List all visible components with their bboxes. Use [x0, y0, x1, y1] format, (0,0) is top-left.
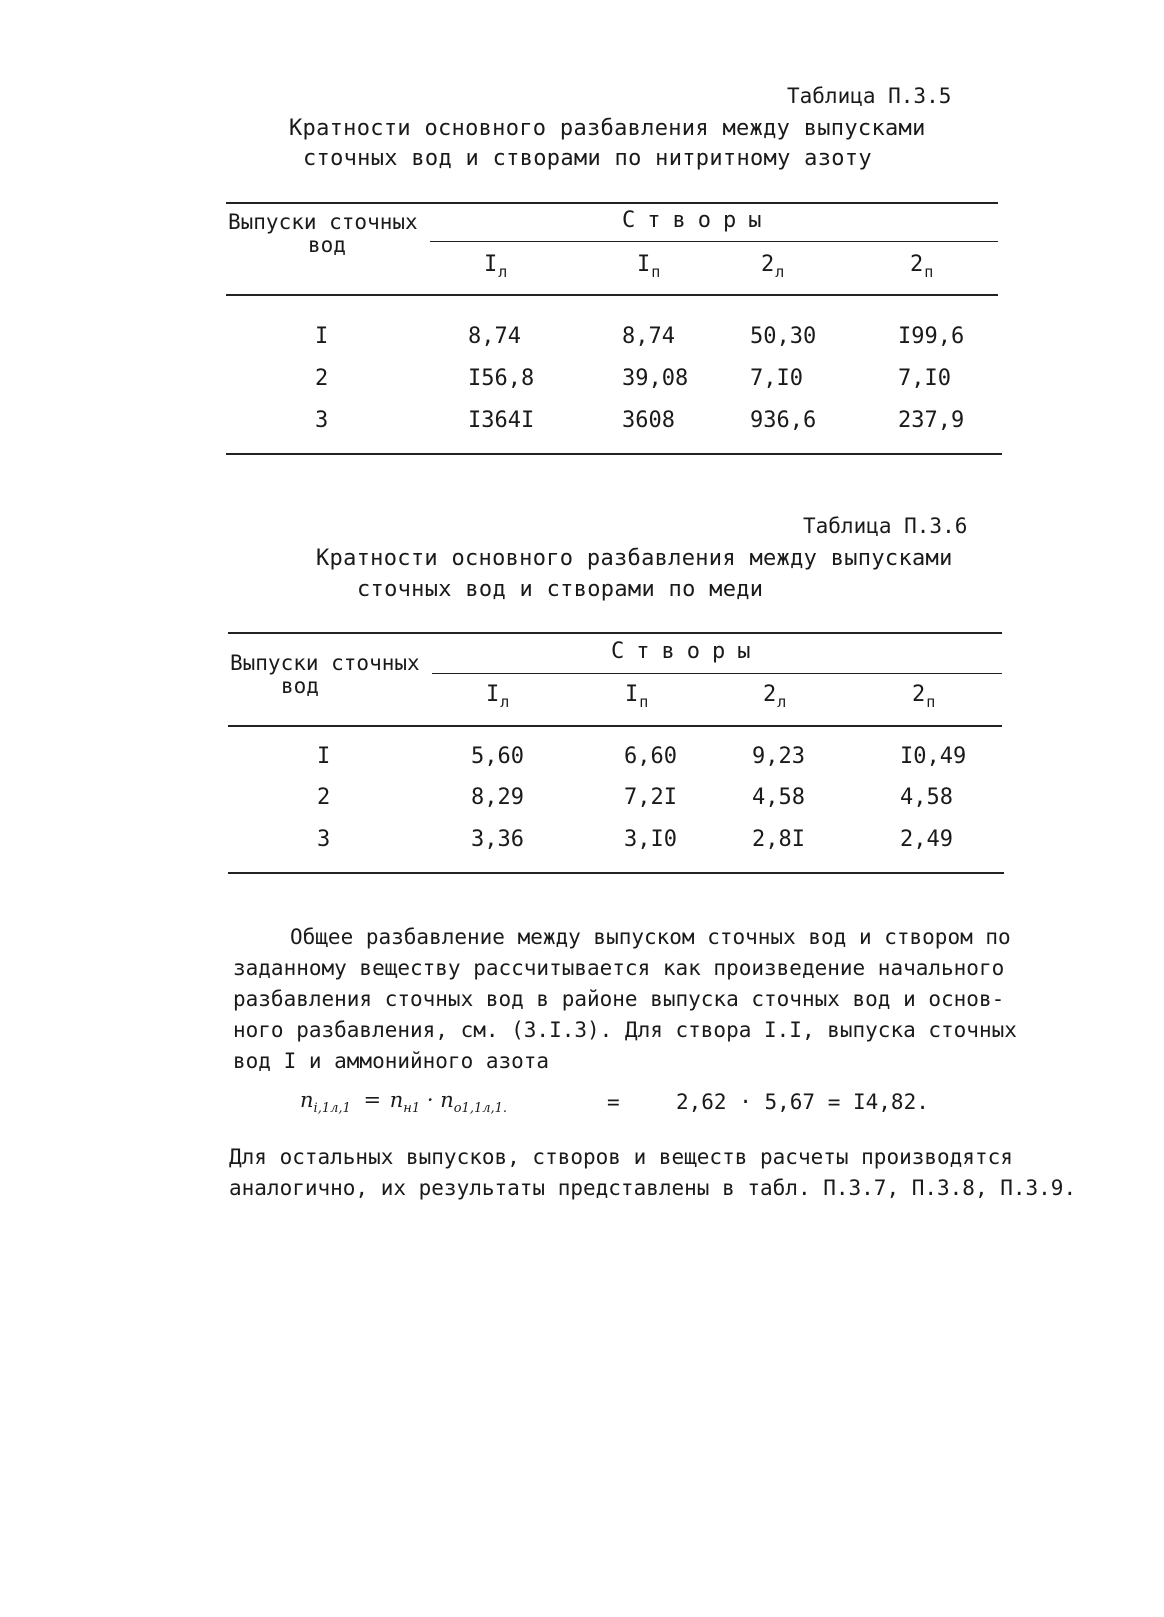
table2-row1-c1: 5,60 — [471, 744, 524, 769]
table1-outlets-header-line1: Выпуски сточных — [228, 210, 418, 234]
table2-row2-outlet: 2 — [317, 785, 331, 810]
paragraph2-line1: Для остальных выпусков, створов и веществ расчеты производятся — [229, 1145, 1013, 1169]
table1-title-line2: сточных вод и створами по нитритному азоту — [303, 146, 872, 171]
table1-row2-c2: 39,08 — [622, 366, 689, 391]
table1-row3-c3: 936,6 — [750, 408, 817, 433]
table2-row1-c2: 6,60 — [624, 744, 677, 769]
table1-row3-c4: 237,9 — [898, 408, 965, 433]
table1-top-rule — [226, 202, 998, 204]
table2-subcol-1: $I_л$ — [486, 682, 510, 711]
table2-label: Таблица П.3.6 — [803, 514, 968, 538]
formula-eq: = — [607, 1090, 620, 1114]
paragraph2-line2: аналогично, их результаты представлены в табл. П.3.7, П.3.8, П.3.9. — [229, 1176, 1077, 1200]
table2-title-line2: сточных вод и створами по меди — [357, 577, 764, 602]
table2-row3-outlet: 3 — [317, 827, 331, 852]
table1-row2-c4: 7,I0 — [898, 366, 951, 391]
table1-label: Таблица П.3.5 — [787, 84, 952, 108]
table2-sites-rule — [432, 673, 1002, 674]
table1-row1-c3: 50,30 — [750, 324, 817, 349]
table2-bottom-rule — [228, 872, 1004, 874]
table2-row3-c4: 2,49 — [900, 827, 953, 852]
table1-title-line1: Кратности основного разбавления между выпусками — [289, 116, 926, 141]
table1-row3-c1: I364I — [468, 408, 535, 433]
paragraph1-line3: разбавления сточных вод в районе выпуска сточных вод и основ- — [233, 987, 1005, 1011]
paragraph1-line2: заданному веществу рассчитывается как произведение начального — [233, 956, 1005, 980]
table2-header-rule — [228, 725, 1002, 727]
table2-sites-header: Створы — [611, 639, 763, 664]
table1-row1-c2: 8,74 — [622, 324, 675, 349]
table1-subcol-3: $2_л$ — [761, 252, 785, 281]
table2-title-line1: Кратности основного разбавления между выпусками — [316, 546, 953, 571]
paragraph1-line5: вод I и аммонийного азота — [233, 1049, 550, 1073]
table2-row3-c3: 2,8I — [752, 827, 805, 852]
table2-subcol-4: $2_п$ — [912, 682, 936, 711]
table1-subcol-2: $I_п$ — [637, 252, 661, 281]
table1-row1-c4: I99,6 — [898, 324, 965, 349]
table1-row3-outlet: 3 — [315, 408, 329, 433]
table2-outlets-header-line2: вод — [281, 674, 319, 698]
table2-row1-c3: 9,23 — [752, 744, 805, 769]
table1-header-rule — [226, 294, 998, 296]
table2-row2-c2: 7,2I — [624, 785, 677, 810]
table1-subcol-4: $2_п$ — [910, 252, 934, 281]
table1-row3-c2: 3608 — [622, 408, 675, 433]
formula-result: 2,62 · 5,67 = I4,82. — [676, 1090, 929, 1114]
paragraph1-line1: Общее разбавление между выпуском сточных вод и створом по — [290, 925, 1011, 949]
table2-row2-c1: 8,29 — [471, 785, 524, 810]
table2-row2-c3: 4,58 — [752, 785, 805, 810]
table1-subcol-1: $I_л$ — [484, 252, 508, 281]
table2-outlets-header-line1: Выпуски сточных — [230, 651, 420, 675]
table2-row3-c2: 3,I0 — [624, 827, 677, 852]
table1-row1-c1: 8,74 — [468, 324, 521, 349]
table1-row2-c3: 7,I0 — [750, 366, 803, 391]
table1-outlets-header-line2: вод — [308, 233, 346, 257]
table2-row1-c4: I0,49 — [900, 744, 967, 769]
table1-bottom-rule — [226, 453, 1002, 455]
table2-row3-c1: 3,36 — [471, 827, 524, 852]
formula: $n_{i,1л,1} = n_{н1} \cdot n_{о1,1л,1.}$ — [300, 1088, 508, 1117]
table1-row1-outlet: I — [315, 324, 329, 349]
paragraph1-line4: ного разбавления, см. (3.I.3). Для створа I.I, выпуска сточных — [233, 1018, 1017, 1042]
table1-sites-rule — [430, 241, 998, 242]
table2-subcol-2: $I_п$ — [625, 682, 649, 711]
table1-row2-outlet: 2 — [315, 366, 329, 391]
table2-top-rule — [228, 632, 1002, 634]
table1-sites-header: Створы — [622, 208, 774, 233]
table2-row2-c4: 4,58 — [900, 785, 953, 810]
table2-subcol-3: $2_л$ — [763, 682, 787, 711]
table1-row2-c1: I56,8 — [468, 366, 535, 391]
table2-row1-outlet: I — [317, 744, 331, 769]
